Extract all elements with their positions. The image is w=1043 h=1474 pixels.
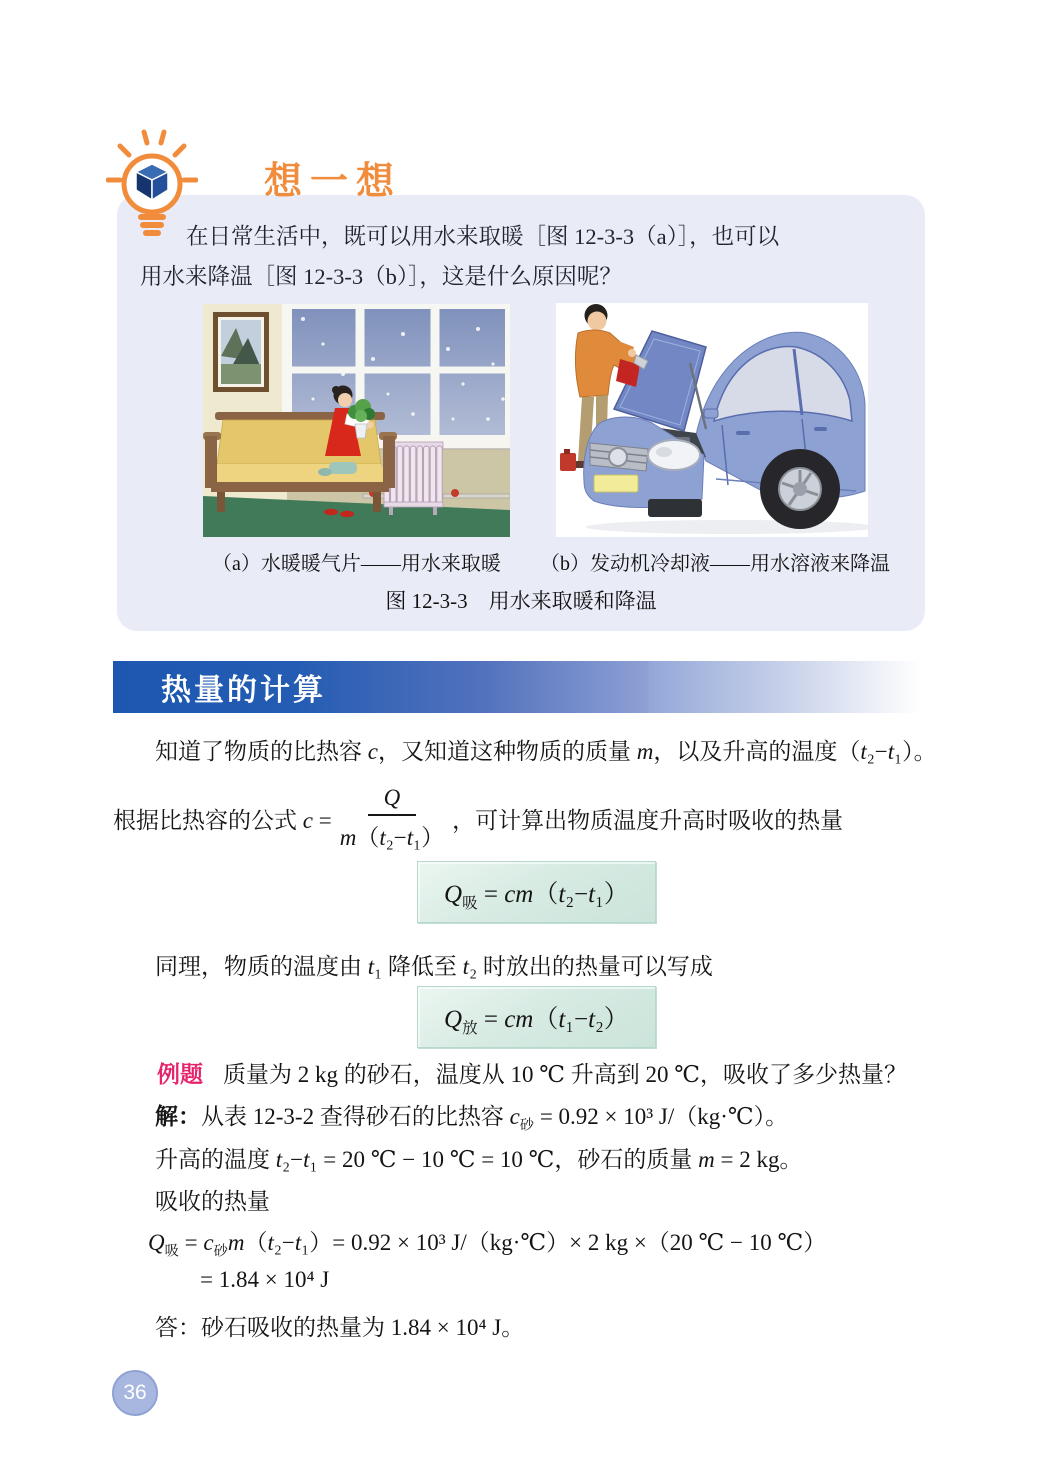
- formula-box-released-heat: $Q_放 = cm(t_1-t_2)$: [417, 986, 656, 1048]
- example-label: 例题: [157, 1061, 203, 1087]
- paragraph-formula: [113, 776, 843, 860]
- formula-box-absorbed-heat: $Q_吸 = cm(t_2-t_1)$: [417, 861, 656, 923]
- page-number: 36: [123, 1381, 147, 1404]
- heating-radiator-room-illustration: [203, 304, 510, 537]
- example-question-text: 质量为 2 kg 的砂石，温度从 10 ℃ 升高到 20 ℃，吸收了多少热量？: [223, 1062, 907, 1087]
- figure-caption-main: 图 12-3-3 用水来取暖和降温: [385, 589, 657, 613]
- solution-line: = 1.84 × 10⁴ J: [200, 1267, 330, 1292]
- section-title: 热量的计算: [161, 674, 326, 707]
- solution-line: $Q_吸 = c_砂m(t_2-t_1)= 0.92 \times 10^3$ J/（kg·℃）× 2 kg ×（20 ℃ − 10 ℃）: [148, 1230, 827, 1260]
- solution-line: 答：砂石吸收的热量为 1.84 × 10⁴ J。: [155, 1315, 525, 1340]
- example-question: [157, 1056, 907, 1089]
- think-box-title: 想一想: [264, 161, 403, 203]
- figure-caption-a: （a）水暖暖气片——用水来取暖: [212, 553, 501, 575]
- fraction-denominator: m（t₂−t₁）: [339, 824, 445, 850]
- specific-heat-fraction: [340, 785, 444, 852]
- formula-prefix: 根据比热容的公式 c =: [113, 807, 332, 833]
- page-number-badge: [112, 1370, 158, 1416]
- figure-caption-b: （b）发动机冷却液——用水溶液来降温: [540, 553, 890, 575]
- section-header: [113, 661, 937, 713]
- think-paragraph-line2: 用水来降温［图 12-3-3（b）］，这是什么原因呢？: [140, 264, 622, 289]
- car-engine-coolant-illustration: [556, 303, 868, 537]
- lightbulb-cube-icon: [106, 126, 198, 256]
- solution-line: 升高的温度 t₂−t₁ = 20 ℃ − 10 ℃ = 10 ℃，砂石的质量 m = 2 kg。: [155, 1147, 803, 1172]
- solution-line: 解：从表 12-3-2 查得砂石的比热容 $c_砂 = 0.92 \times 10^3$ J/（kg·℃）。: [155, 1103, 789, 1134]
- solution-line: 吸收的热量: [155, 1189, 270, 1214]
- think-paragraph-line1: 在日常生活中，既可以用水来取暖［图 12-3-3（a）］，也可以: [186, 224, 780, 249]
- paragraph-intro: 知道了物质的比热容 c，又知道这种物质的质量 m，以及升高的温度（t₂−t₁）。: [155, 739, 937, 764]
- fraction-numerator: Q: [368, 785, 417, 816]
- formula-suffix: ，可计算出物质温度升高时吸收的热量: [452, 807, 844, 833]
- paragraph-release: 同理，物质的温度由 t₁ 降低至 t₂ 时放出的热量可以写成: [155, 954, 713, 979]
